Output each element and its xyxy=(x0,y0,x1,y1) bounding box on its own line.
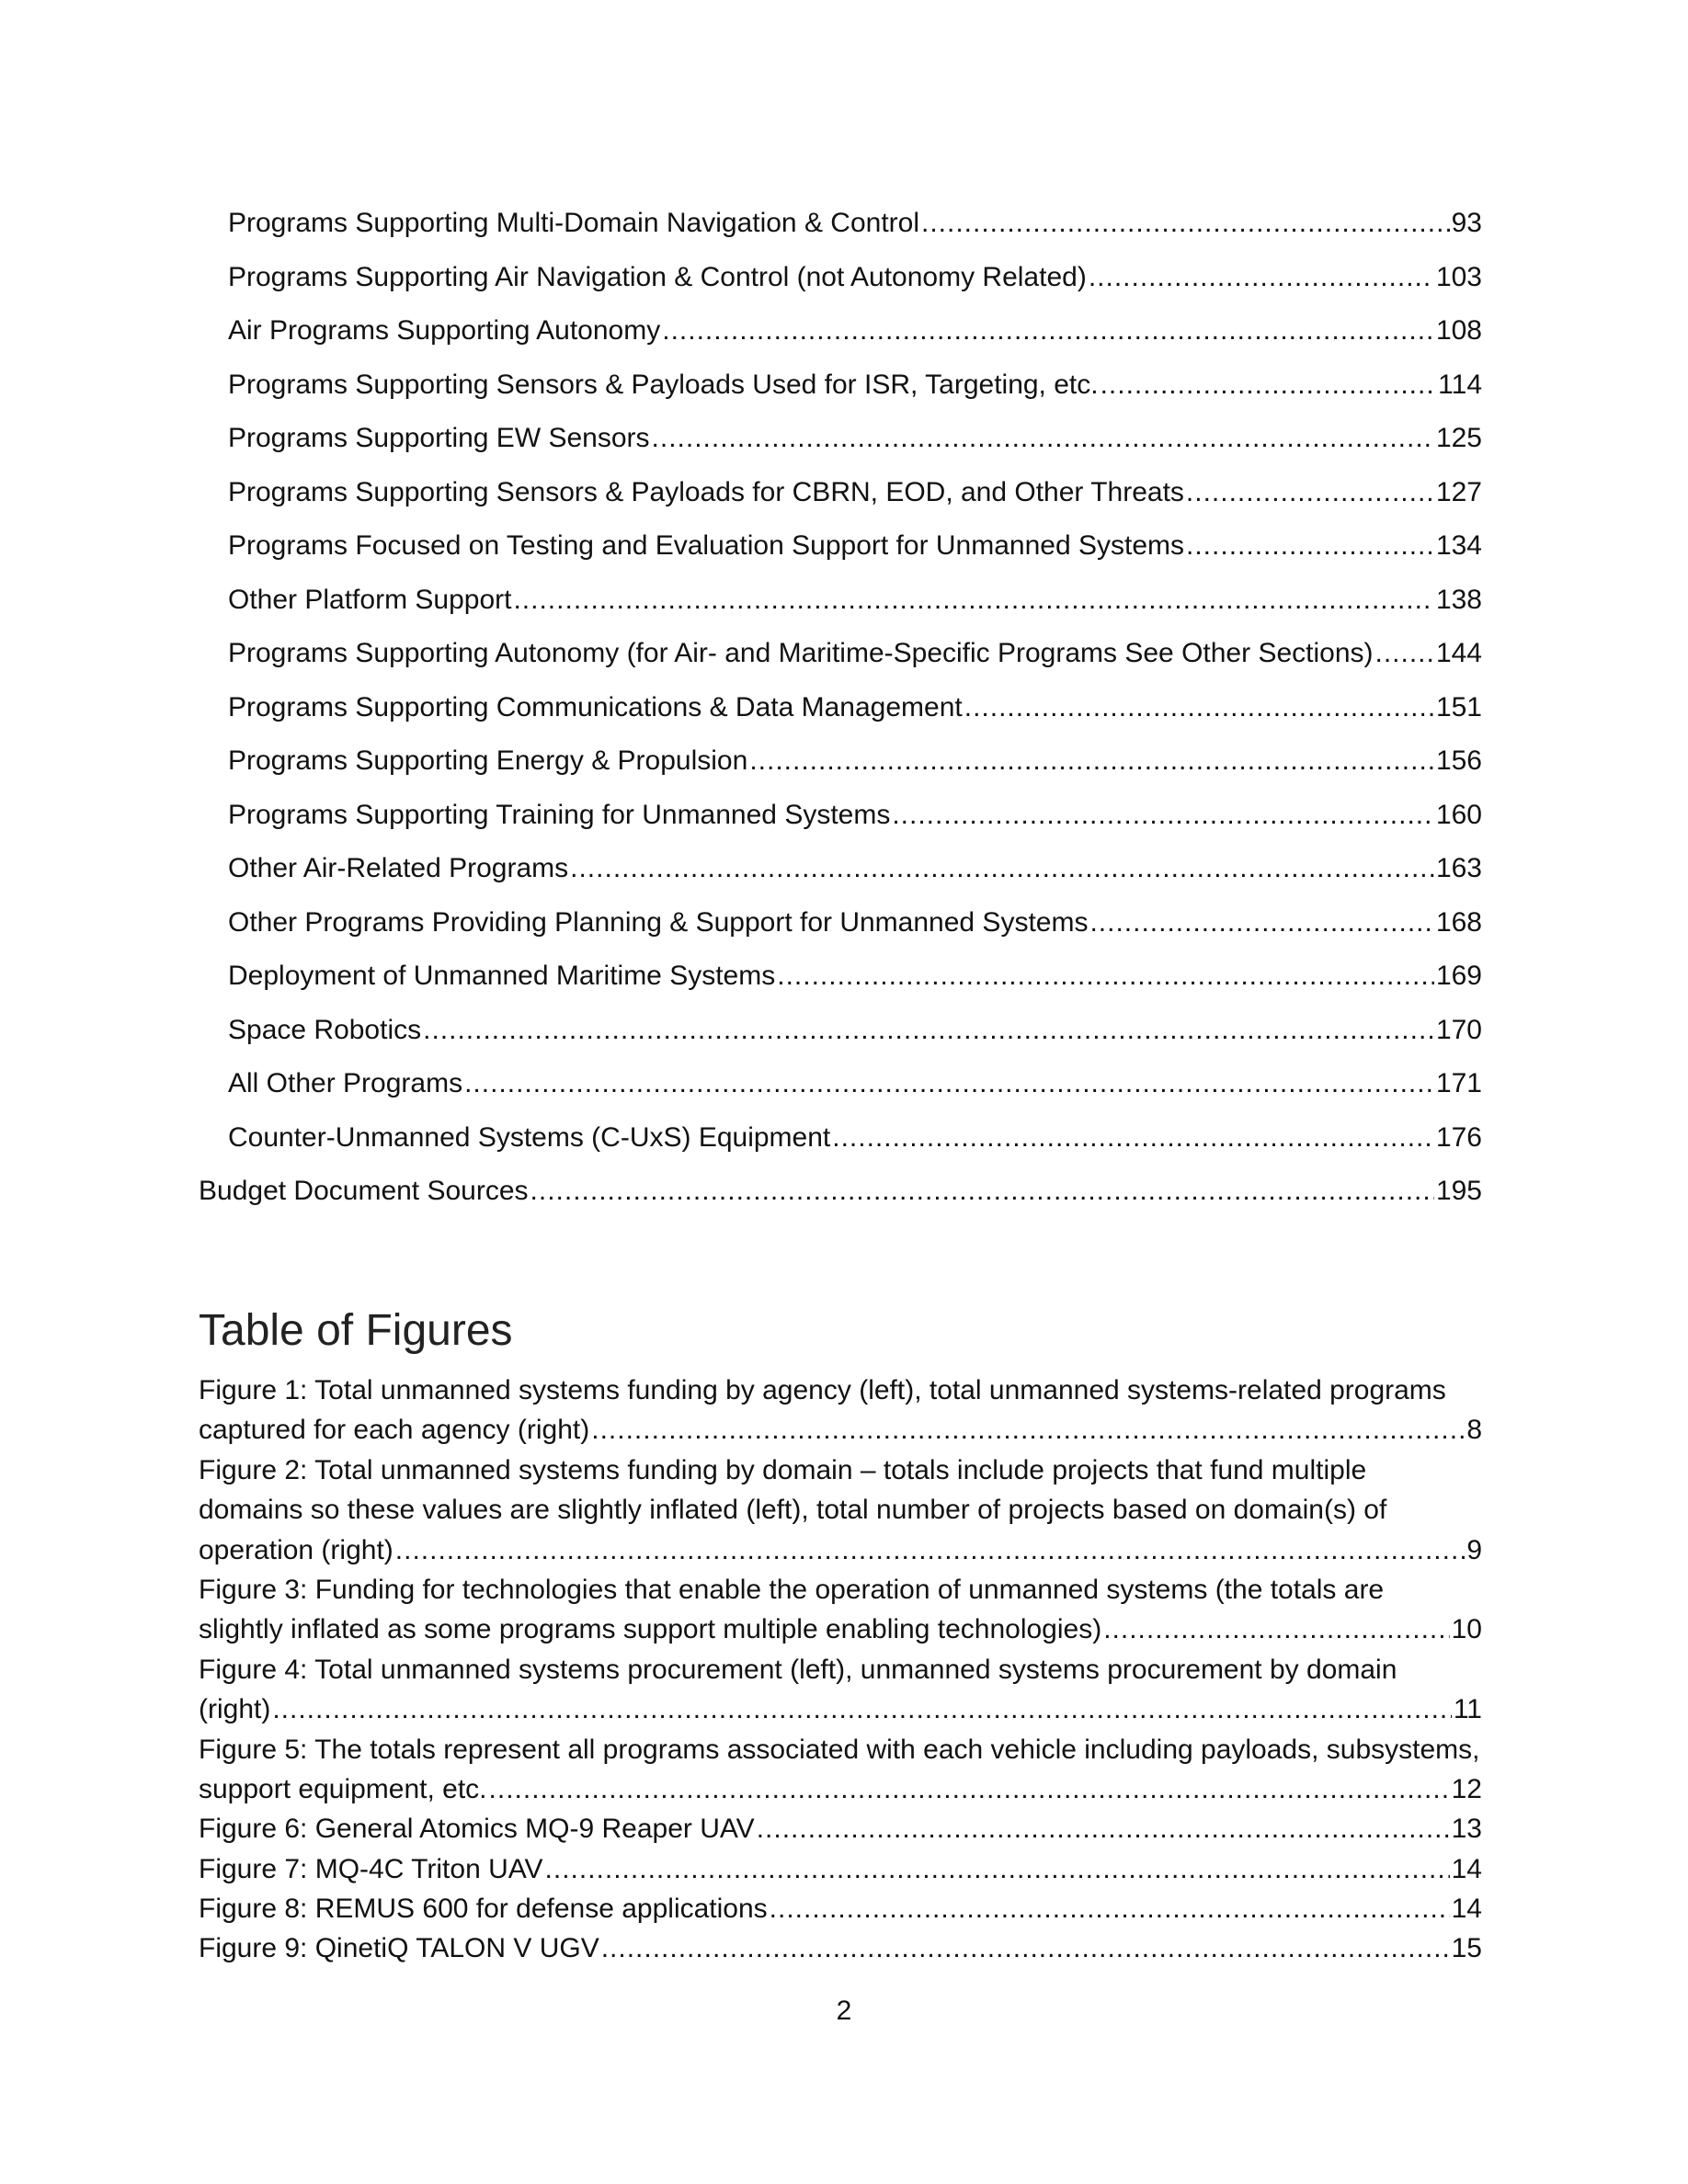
toc-entry-title: Programs Supporting Training for Unmanned Systems xyxy=(228,799,891,830)
figure-entry-page: 14 xyxy=(1451,1894,1482,1925)
dot-leader xyxy=(395,1530,1466,1570)
toc-entry-title: Programs Supporting Multi-Domain Navigation & Control xyxy=(228,208,919,238)
toc-entry[interactable] xyxy=(199,519,1482,574)
dot-leader xyxy=(892,789,1434,843)
dot-leader xyxy=(1186,519,1434,574)
toc-entry[interactable] xyxy=(199,789,1482,843)
toc-entry-title: All Other Programs xyxy=(228,1068,463,1098)
dot-leader xyxy=(489,1769,1450,1809)
toc-entry[interactable] xyxy=(199,574,1482,628)
figure-entry-final-line xyxy=(199,1410,1482,1450)
toc-entry-page: 160 xyxy=(1435,799,1482,830)
toc-entry-title: Programs Supporting EW Sensors xyxy=(228,423,650,453)
dot-leader xyxy=(832,1111,1434,1166)
figure-entry-final-line xyxy=(199,1769,1482,1809)
toc-entry[interactable] xyxy=(199,896,1482,950)
toc-entry-title: Programs Supporting Sensors & Payloads for CBRN, EOD, and Other Threats xyxy=(228,476,1184,507)
figure-entry-final-line xyxy=(199,1889,1482,1928)
dot-leader xyxy=(591,1410,1465,1450)
figure-entry[interactable] xyxy=(199,1809,1482,1848)
figure-entry-title: operation (right) xyxy=(199,1534,393,1565)
toc-entry-page: 170 xyxy=(1435,1014,1482,1045)
toc-entry-page: 195 xyxy=(1435,1176,1482,1206)
figure-entry[interactable] xyxy=(199,1570,1482,1650)
dot-leader xyxy=(545,1849,1450,1889)
figure-entry-final-line xyxy=(199,1530,1482,1570)
figure-entry[interactable] xyxy=(199,1889,1482,1928)
toc-entry-title: Programs Supporting Communications & Data Management xyxy=(228,691,963,722)
figure-entry-final-line xyxy=(199,1809,1482,1848)
toc-entry-title: Counter-Unmanned Systems (C-UxS) Equipment xyxy=(228,1121,831,1153)
toc-entry-page: 114 xyxy=(1438,369,1482,400)
toc-entry-page: 103 xyxy=(1435,261,1482,292)
figure-entry-page: 9 xyxy=(1466,1534,1482,1565)
figure-entry-title: support equipment, etc. xyxy=(199,1773,487,1804)
toc-entry-title: Programs Supporting Autonomy (for Air- and Maritime-Specific Programs See Other Sections) xyxy=(228,638,1374,668)
figure-entry-final-line xyxy=(199,1928,1482,1968)
toc-entry-title: Space Robotics xyxy=(228,1014,422,1045)
dot-leader xyxy=(770,1889,1450,1928)
figure-entry-page: 10 xyxy=(1451,1614,1482,1645)
figure-entry[interactable] xyxy=(199,1849,1482,1889)
toc-entry[interactable] xyxy=(199,1004,1482,1058)
toc-entry-page: 171 xyxy=(1435,1068,1482,1098)
figure-entry[interactable] xyxy=(199,1730,1482,1810)
figure-entry[interactable] xyxy=(199,1371,1482,1450)
toc-entry[interactable] xyxy=(199,842,1482,896)
dot-leader xyxy=(964,681,1434,735)
toc-entry-page: 176 xyxy=(1435,1121,1482,1153)
toc-entry-title: Other Programs Providing Planning & Support for Unmanned Systems xyxy=(228,906,1089,938)
figure-entry-title: Figure 8: REMUS 600 for defense applications xyxy=(199,1894,768,1925)
toc-entry[interactable] xyxy=(199,1111,1482,1166)
figure-entry-line: Figure 1: Total unmanned systems funding by agency (left), total unmanned systems-related programs xyxy=(199,1375,1446,1405)
page-number: 2 xyxy=(836,1996,852,2026)
dot-leader xyxy=(1089,251,1434,305)
toc-entry[interactable] xyxy=(199,358,1482,413)
toc-entry-title: Other Platform Support xyxy=(228,584,512,615)
toc-entry[interactable] xyxy=(199,627,1482,681)
figure-entry-title: captured for each agency (right) xyxy=(199,1415,590,1446)
toc-entry[interactable] xyxy=(199,1057,1482,1111)
table-of-contents xyxy=(199,197,1482,1219)
figure-entry-final-line xyxy=(199,1849,1482,1889)
toc-entry[interactable] xyxy=(199,304,1482,358)
toc-entry[interactable] xyxy=(199,466,1482,520)
toc-entry-title: Programs Supporting Energy & Propulsion xyxy=(228,745,748,776)
dot-leader xyxy=(652,412,1434,466)
toc-entry[interactable] xyxy=(199,734,1482,789)
toc-entry-title: Programs Supporting Air Navigation & Control (not Autonomy Related) xyxy=(228,261,1087,292)
toc-entry[interactable] xyxy=(199,681,1482,735)
figure-entry-title: slightly inflated as some programs support multiple enabling technologies) xyxy=(199,1614,1102,1645)
figure-entry[interactable] xyxy=(199,1650,1482,1730)
table-of-figures-heading: Table of Figures xyxy=(199,1306,513,1355)
table-of-figures xyxy=(199,1371,1482,1969)
figure-entry-title: Figure 7: MQ-4C Triton UAV xyxy=(199,1853,543,1884)
figure-entry[interactable] xyxy=(199,1928,1482,1968)
toc-entry-page: 93 xyxy=(1451,208,1482,238)
dot-leader xyxy=(757,1809,1450,1848)
figure-entry[interactable] xyxy=(199,1450,1482,1570)
figure-entry-page: 15 xyxy=(1451,1933,1482,1964)
dot-leader xyxy=(1101,358,1437,413)
dot-leader xyxy=(423,1004,1434,1058)
dot-leader xyxy=(777,950,1434,1004)
figure-entry-page: 8 xyxy=(1466,1415,1482,1446)
toc-entry-page: 134 xyxy=(1435,530,1482,561)
toc-entry-title: Other Air-Related Programs xyxy=(228,853,569,883)
dot-leader xyxy=(513,574,1433,628)
figure-entry-page: 13 xyxy=(1451,1814,1482,1845)
dot-leader xyxy=(570,842,1434,896)
figure-entry-line: Figure 3: Funding for technologies that enable the operation of unmanned systems (the totals are xyxy=(199,1574,1385,1605)
toc-entry[interactable] xyxy=(199,412,1482,466)
toc-entry-title: Deployment of Unmanned Maritime Systems xyxy=(228,961,776,991)
toc-entry[interactable] xyxy=(199,950,1482,1004)
figure-entry-line: Figure 2: Total unmanned systems funding by domain – totals include projects that fund multiple xyxy=(199,1454,1367,1485)
figure-entry-final-line xyxy=(199,1610,1482,1649)
toc-entry-page: 138 xyxy=(1435,584,1482,615)
toc-entry[interactable] xyxy=(199,197,1482,251)
dot-leader xyxy=(1089,896,1433,950)
figure-entry-page: 11 xyxy=(1453,1694,1482,1725)
toc-entry-page: 156 xyxy=(1435,745,1482,776)
toc-entry-page: 168 xyxy=(1435,906,1482,938)
dot-leader xyxy=(1186,466,1434,520)
toc-entry-page: 151 xyxy=(1435,691,1482,722)
figure-entry-line: Figure 5: The totals represent all programs associated with each vehicle including payloads, subsystems, xyxy=(199,1734,1480,1765)
figure-entry-line: domains so these values are slightly inflated (left), total number of projects based on domain(s) of xyxy=(199,1495,1387,1526)
dot-leader xyxy=(601,1928,1450,1968)
toc-entry-page: 163 xyxy=(1435,853,1482,883)
toc-entry-page: 144 xyxy=(1435,638,1482,668)
figure-entry-title: Figure 9: QinetiQ TALON V UGV xyxy=(199,1933,599,1964)
figure-entry-page: 12 xyxy=(1451,1773,1482,1804)
dot-leader xyxy=(530,1165,1434,1219)
toc-entry-title: Budget Document Sources xyxy=(199,1176,529,1206)
toc-entry-title: Programs Focused on Testing and Evaluation Support for Unmanned Systems xyxy=(228,530,1185,561)
figure-entry-title: Figure 6: General Atomics MQ-9 Reaper UAV xyxy=(199,1814,755,1845)
toc-entry-title: Programs Supporting Sensors & Payloads Used for ISR, Targeting, etc. xyxy=(228,369,1099,400)
dot-leader xyxy=(464,1057,1434,1111)
toc-entry[interactable] xyxy=(199,251,1482,305)
figure-entry-final-line xyxy=(199,1689,1482,1729)
toc-entry-page: 169 xyxy=(1435,961,1482,991)
toc-entry-page: 127 xyxy=(1435,476,1482,507)
dot-leader xyxy=(662,304,1434,358)
toc-entry-page: 108 xyxy=(1435,315,1482,346)
figure-entry-page: 14 xyxy=(1451,1853,1482,1884)
figure-entry-line: Figure 4: Total unmanned systems procurement (left), unmanned systems procurement by domain xyxy=(199,1654,1397,1685)
dot-leader xyxy=(749,734,1434,789)
toc-entry[interactable] xyxy=(199,1165,1482,1219)
dot-leader xyxy=(921,197,1450,251)
toc-entry-title: Air Programs Supporting Autonomy xyxy=(228,315,661,346)
dot-leader xyxy=(272,1689,1452,1729)
dot-leader xyxy=(1103,1610,1449,1649)
toc-entry-page: 125 xyxy=(1435,423,1482,453)
dot-leader xyxy=(1375,627,1434,681)
figure-entry-title: (right) xyxy=(199,1694,271,1725)
